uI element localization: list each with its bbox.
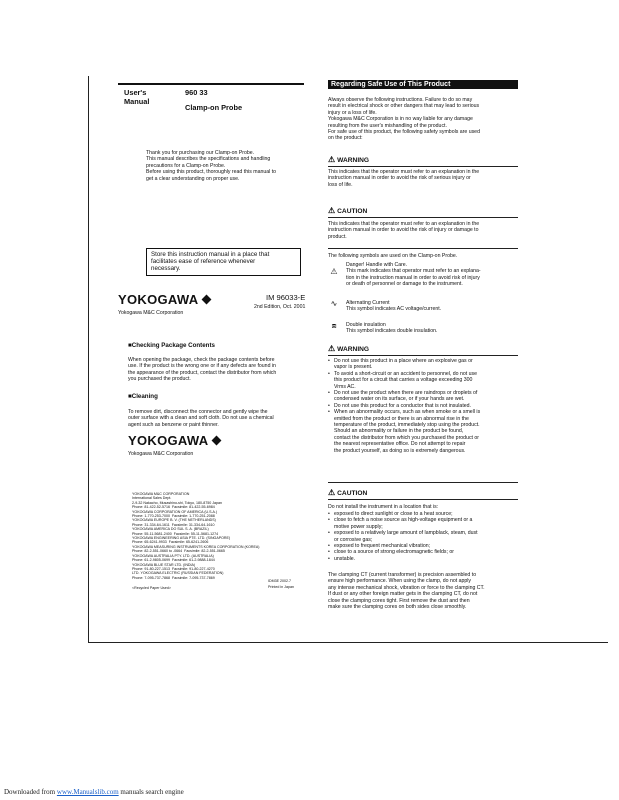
recycled-note: <Recycled Paper Used>: [132, 586, 171, 590]
caution2-label: CAUTION: [337, 489, 368, 497]
symbol-row-ac: [328, 300, 518, 313]
caution-label: CAUTION: [337, 207, 368, 215]
caution-rule: [328, 217, 518, 218]
right-panel: [328, 80, 518, 635]
cleaning-heading: ■Cleaning: [128, 393, 158, 400]
caution-heading: [328, 207, 367, 215]
caution-intro: Do not install the instrument in a location that is:: [328, 504, 439, 510]
list-item: • When an abnormality occurs, such as when smoke or a smell is emitted from the product or there is an abnormal rise in the temperature of the product, immediately stop using the product. Should an abnormality or failure in the product be found, contact the distributor from which you purchased the product or the nearest representative office. Do not attempt to repair the product yourself, as doing so is extremely dangerous.: [328, 409, 518, 454]
download-footer: [4, 788, 184, 796]
doc-code: IDM3E 2002.7: [268, 579, 291, 583]
warning2-rule-bottom: [328, 482, 518, 483]
logo-block: [118, 291, 238, 316]
sheet-left-edge: [88, 76, 89, 642]
caution-outro: The clamping CT (current transformer) is precision assembled to ensure high performance. When using the clamp, do not apply any intense mechanical shock, vibration or force to the clamping CT. If dust or any other foreign matter gets in the clamping CT, do not close the clamping cores tight. First remove the dust and then make sure the clamping cores on both sides close smoothly.: [328, 572, 485, 611]
warning-rule: [328, 166, 518, 167]
double-insulation-icon: ⧈: [331, 321, 337, 330]
product-title: Clamp-on Probe: [185, 103, 243, 112]
cleaning-body: To remove dirt, disconnect the connector and gently wipe the outer surface with a clean and soft cloth. Do not use a chemical agent such as benzene or paint thinner.: [128, 409, 274, 428]
warning2-label: WARNING: [337, 345, 370, 353]
company-name: Yokogawa M&C Corporation: [118, 310, 184, 316]
footer-prefix: Downloaded from: [4, 788, 57, 796]
store-notice-box: Store this instruction manual in a place that facilitates ease of reference whenever necessary.: [146, 248, 301, 276]
yokogawa-logo-2: YOKOGAWA: [128, 433, 209, 448]
edition: 2nd Edition, Oct. 2001: [254, 304, 306, 310]
list-item: • Do not use the product when there are raindrops or droplets of condensed water on its surface, or if your hands are wet.: [328, 390, 518, 403]
caution-list: [328, 511, 518, 562]
list-item: • unstable.: [328, 556, 518, 562]
caution-desc: This indicates that the operator must refer to an explanation in the instruction manual in order to avoid the risk of injury or damage to product.: [328, 221, 480, 240]
list-item: • close to fetch a noise source as high-voltage equipment or a motive power supply;: [328, 517, 518, 530]
symbol-row-danger: [328, 262, 518, 288]
warning2-heading: [328, 345, 369, 353]
users-manual-label: User's Manual: [124, 88, 150, 106]
sheet-bottom-edge: [88, 642, 608, 643]
list-item: • close to a source of strong electromagnetic fields; or: [328, 549, 518, 555]
symbols-intro: The following symbols are used on the Clamp-on Probe.: [328, 253, 458, 259]
doc-number: 960 33: [185, 88, 208, 97]
symbol-danger-text: Danger! Handle with Care. This mark indicates that operator must refer to an explana- tion in the instruction manual in order to avoid risk of injury or death of personnel or damage to the instrument.: [346, 262, 481, 288]
yokogawa-logo: YOKOGAWA: [118, 292, 199, 307]
safety-banner: Regarding Safe Use of This Product: [328, 80, 518, 89]
ac-wave-icon: ∿: [330, 299, 338, 308]
caution2-rule: [328, 499, 518, 500]
left-panel: [118, 78, 306, 638]
warning-triangle-icon: ⚠: [328, 344, 336, 353]
checking-heading: ■Checking Package Contents: [128, 342, 215, 349]
warning-desc: This indicates that the operator must refer to an explanation in the instruction manual in order to avoid the risk of serious injury or loss of life.: [328, 169, 480, 188]
list-item: • Do not use this product for a conductor that is not insulated.: [328, 403, 518, 409]
printed-in: Printed in Japan: [268, 585, 294, 589]
manualslib-link[interactable]: www.Manualslib.com: [56, 788, 119, 796]
list-item: • Do not use this product in a place where an explosive gas or vapor is present.: [328, 358, 518, 371]
symbol-row-double-insulation: [328, 322, 518, 335]
warning-heading: [328, 156, 369, 164]
checking-body: When opening the package, check the package contents before use. If the product is the wrong one or if any defects are found in the appearance of the product, contact the distributor from which you purchased the product.: [128, 357, 277, 383]
warning-triangle-icon: ⚠: [330, 267, 338, 276]
diamond-icon-2: [212, 436, 222, 446]
footer-suffix: manuals search engine: [118, 788, 184, 796]
list-item: • exposed to a relatively large amount of lampblack, steam, dust or corrosive gas;: [328, 530, 518, 543]
symbol-ac-text: Alternating Current This symbol indicates AC voltage/current.: [346, 300, 442, 313]
address-list: YOKOGAWA M&C CORPORATION International Sales Dept. 2-9-32 Nakacho, Musashino-shi, Tokyo, 180-8750 Japan Phone: 81-422-52-5716 Facsimile: 81-422-55-6984 YOKOGAWA CORPORATION OF AMERICA (U.S.A.) Phone: 1-770-253-7000 Facsimile: 1-770-251-2088 YOKOGAWA EUROPE B. V. (THE NETHERLANDS) Phone: 31-334-64-1611 Facsimile: 31-334-64-1610 YOKOGAWA AMERICA DO SUL S. A. (BRAZIL) Phone: 55-11-5681-2400 Facsimile: 55-11-5681-1274 YOKOGAWA ENGINEERING ASIA PTE. LTD. (SINGAPORE) Phone: 65-6241-9933 Facsimile: 65-6241-2606 YOKOGAWA MEASURING INSTRUMENTS KOREA CORPORATION (KOREA) Phone: 82-2-551-0660 to -0664 Facsimile: 82-2-551-0665 YOKOGAWA AUSTRALIA PTY. LTD. (AUSTRALIA) Phone: 61-2-9805-0699 Facsimile: 61-2-9888-1844 YOKOGAWA BLUE STAR LTD. (INDIA) Phone: 91-80-227-1513 Facsimile: 91-80-227-4270 LTD. YOKOGAWA ELECTRIC (RUSSIAN FEDERATION) Phone: 7-095-737-7868 Facsimile: 7-095-737-7869: [132, 492, 260, 580]
caution2-heading: [328, 489, 367, 497]
list-item: • exposed to direct sunlight or close to a heat source;: [328, 511, 518, 517]
list-item: • exposed to frequent mechanical vibration;: [328, 543, 518, 549]
caution-triangle-icon: ⚠: [328, 488, 336, 497]
logo-block-2: [128, 432, 248, 457]
warning-label: WARNING: [337, 156, 370, 164]
caution-triangle-icon: ⚠: [328, 206, 336, 215]
im-number: IM 96033-E: [266, 293, 306, 302]
list-item: • To avoid a short-circuit or an accident to personnel, do not use this product for a circuit that carries a voltage exceeding 300 Vrms AC.: [328, 371, 518, 390]
caution-rule-bottom: [328, 248, 518, 249]
warning-triangle-icon: ⚠: [328, 155, 336, 164]
intro-text: Thank you for purchasing our Clamp-on Probe. This manual describes the specifications and handling precautions for a Clamp-on Probe. Before using this product, thoroughly read this manual to get a clear understanding on proper use.: [146, 150, 277, 182]
safety-intro: Always observe the following instructions. Failure to do so may result in electrical shock or other dangers that may lead to serious injury or a loss of life. Yokogawa M&C Corporation is in no way liable for any damage resulting from the user's mishandling of the product. For safe use of this product, the following safety symbols are used on the product:: [328, 97, 480, 142]
symbol-double-insulation-text: Double insulation This symbol indicates double insulation.: [346, 322, 438, 335]
warning-list: [328, 358, 518, 454]
diamond-icon: [202, 295, 212, 305]
company-name-2: Yokogawa M&C Corporation: [128, 451, 194, 457]
header-rule: [118, 83, 304, 85]
warning2-rule: [328, 355, 518, 356]
